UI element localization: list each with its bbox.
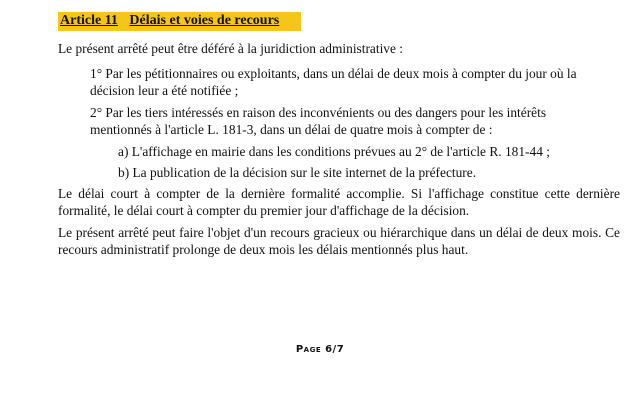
sub-item-a: a) L'affichage en mairie dans les conditions prévues au 2° de l'article R. 181-44 ;	[118, 144, 550, 159]
intro-paragraph: Le présent arrêté peut être déféré à la juridiction administrative :	[58, 41, 404, 56]
article-title: Délais et voies de recours	[129, 13, 280, 28]
list-item-1: 1° Par les pétitionnaires ou exploitants, dans un délai de deux mois à compter du jour où la décision leur a été notifiée ;	[90, 66, 577, 98]
appeal-paragraph: Le présent arrêté peut faire l'objet d'un recours gracieux ou hiérarchique dans un délai de deux mois. Ce recours administratif prolonge de deux mois les délais mentionnés plus haut.	[58, 225, 620, 257]
page-number: Page 6/7	[295, 344, 345, 355]
deadline-paragraph: Le délai court à compter de la dernière formalité accomplie. Si l'affichage constitue cette dernière formalité, le délai court à compter du premier jour d'affichage de la décision.	[58, 186, 620, 218]
sub-item-b: b) La publication de la décision sur le site internet de la préfecture.	[118, 165, 477, 180]
article-number: Article 11	[60, 13, 118, 28]
list-item-2: 2° Par les tiers intéressés en raison des inconvénients ou des dangers pour les intérêts mentionnés à l'article L. 181-3, dans un délai de quatre mois à compter de :	[90, 105, 547, 137]
article-heading	[58, 12, 301, 31]
